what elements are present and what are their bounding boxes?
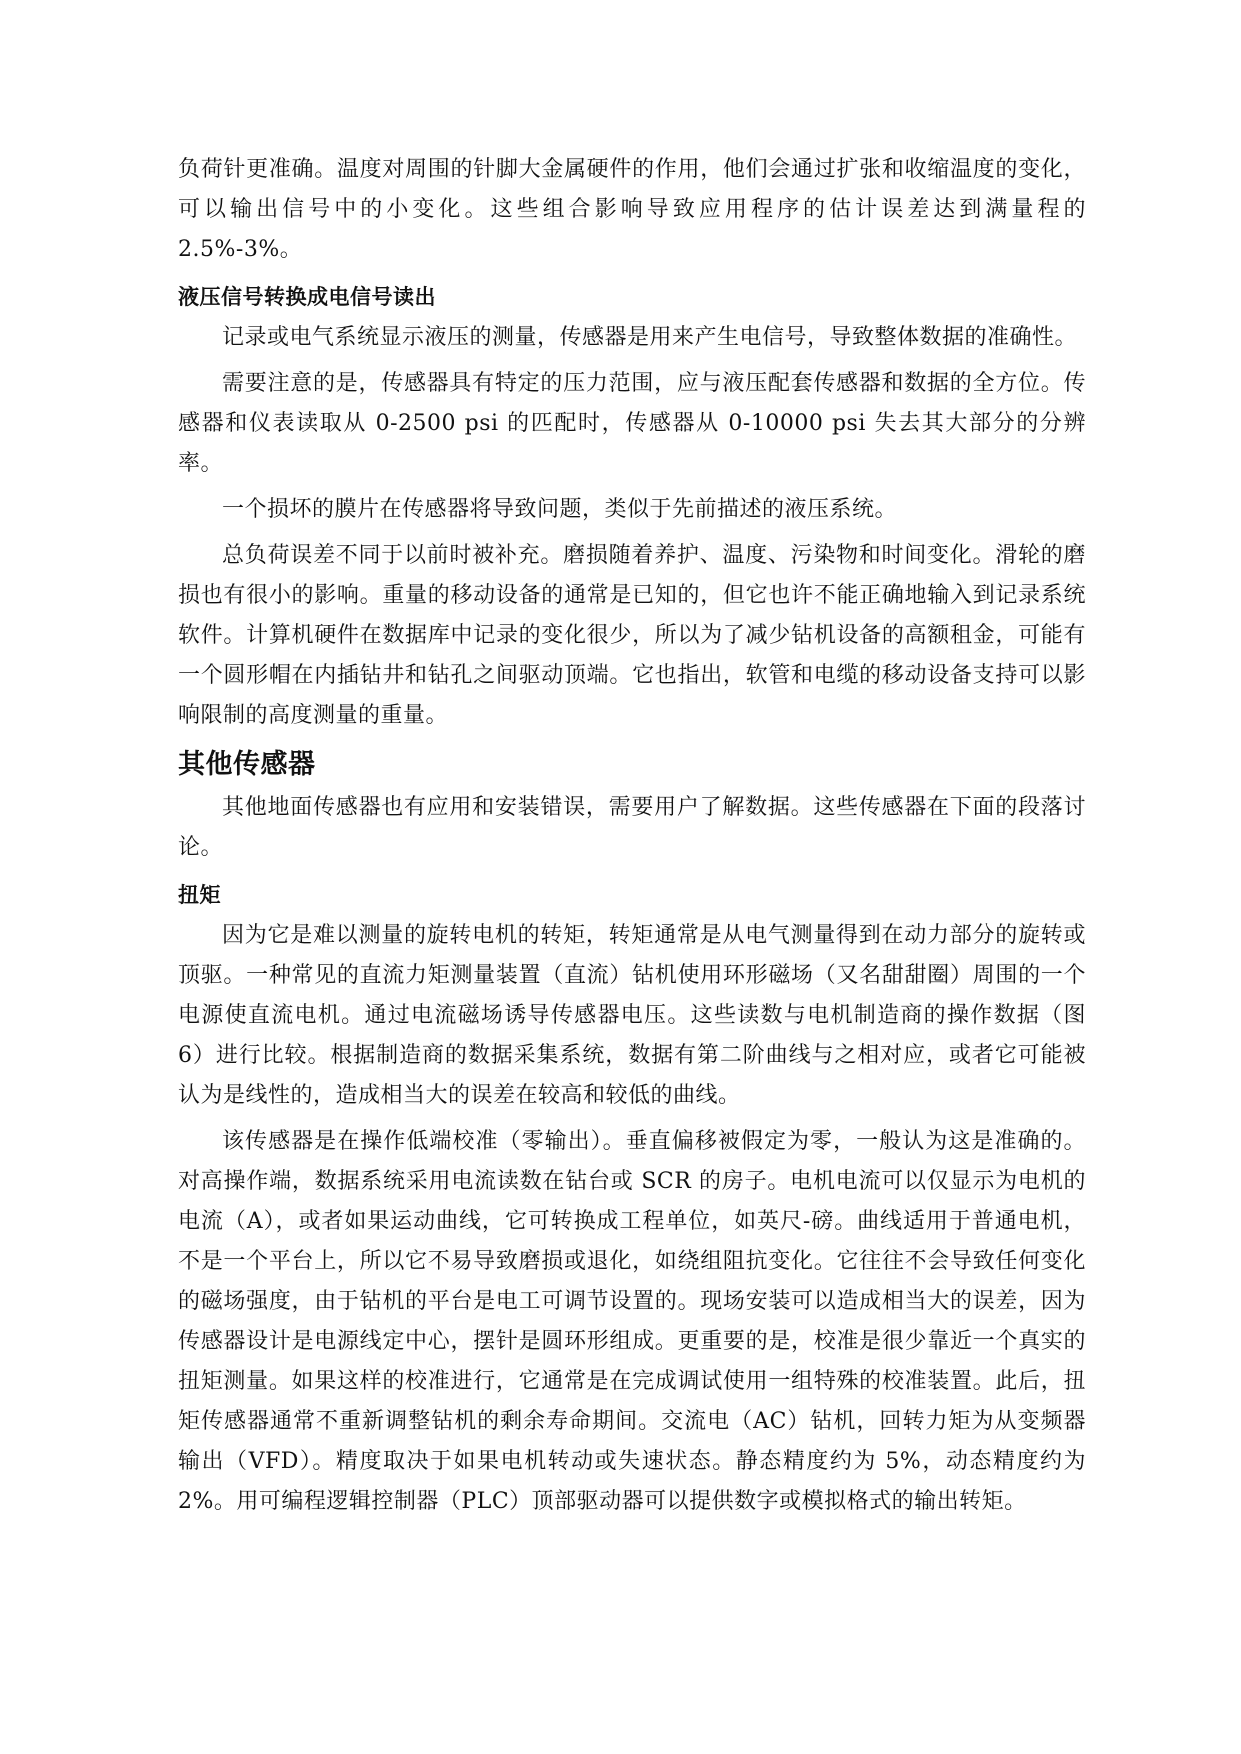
document-body — [178, 150, 1086, 1528]
paragraph-torque-2: 该传感器是在操作低端校准（零输出）。垂直偏移被假定为零，一般认为这是准确的。对高操作端，数据系统采用电流读数在钻台或 SCR 的房子。电机电流可以仅显示为电机的电流（A），或者如果运动曲线，它可转换成工程单位，如英尺-磅。曲线适用于普通电机，不是一个平台上，所以它不易导致磨损或退化，如绕组阻抗变化。它往往不会导致任何变化的磁场强度，由于钻机的平台是电工可调节设置的。现场安装可以造成相当大的误差，因为传感器设计是电源线定中心，摆针是圆环形组成。更重要的是，校准是很少靠近一个真实的扭矩测量。如果这样的校准进行，它通常是在完成调试使用一组特殊的校准装置。此后，扭矩传感器通常不重新调整钻机的剩余寿命期间。交流电（AC）钻机，回转力矩为从变频器输出（VFD）。精度取决于如果电机转动或失速状态。静态精度约为 5%，动态精度约为 2%。用可编程逻辑控制器（PLC）顶部驱动器可以提供数字或模拟格式的输出转矩。 — [178, 1129, 1086, 1514]
paragraph-hydraulic-1: 记录或电气系统显示液压的测量，传感器是用来产生电信号，导致整体数据的准确性。 — [222, 325, 1078, 350]
intro-paragraph: 负荷针更准确。温度对周围的针脚大金属硬件的作用，他们会通过扩张和收缩温度的变化，可以输出信号中的小变化。这些组合影响导致应用程序的估计误差达到满量程的 2.5%-3%。 — [178, 157, 1086, 262]
paragraph-hydraulic-3: 一个损坏的膜片在传感器将导致问题，类似于先前描述的液压系统。 — [222, 497, 898, 522]
paragraph-torque-1: 因为它是难以测量的旋转电机的转矩，转矩通常是从电气测量得到在动力部分的旋转或顶驱。一种常见的直流力矩测量装置（直流）钻机使用环形磁场（又名甜甜圈）周围的一个电源使直流电机。通过电流磁场诱导传感器电压。这些读数与电机制造商的操作数据（图 6）进行比较。根据制造商的数据采集系统，数据有第二阶曲线与之相对应，或者它可能被认为是线性的，造成相当大的误差在较高和较低的曲线。 — [178, 923, 1086, 1108]
paragraph-hydraulic-2: 需要注意的是，传感器具有特定的压力范围，应与液压配套传感器和数据的全方位。传感器和仪表读取从 0-2500 psi 的匹配时，传感器从 0-10000 psi 失去其大部分的分辨率。 — [178, 371, 1086, 476]
heading-hydraulic-signal: 液压信号转换成电信号读出 — [178, 285, 436, 309]
heading-torque: 扭矩 — [178, 883, 221, 907]
paragraph-hydraulic-4: 总负荷误差不同于以前时被补充。磨损随着养护、温度、污染物和时间变化。滑轮的磨损也有很小的影响。重量的移动设备的通常是已知的，但它也许不能正确地输入到记录系统软件。计算机硬件在数据库中记录的变化很少，所以为了减少钻机设备的高额租金，可能有一个圆形帽在内插钻井和钻孔之间驱动顶端。它也指出，软管和电缆的移动设备支持可以影响限制的高度测量的重量。 — [178, 543, 1086, 728]
paragraph-other-sensors-1: 其他地面传感器也有应用和安装错误，需要用户了解数据。这些传感器在下面的段落讨论。 — [178, 795, 1086, 860]
heading-other-sensors: 其他传感器 — [178, 749, 316, 780]
